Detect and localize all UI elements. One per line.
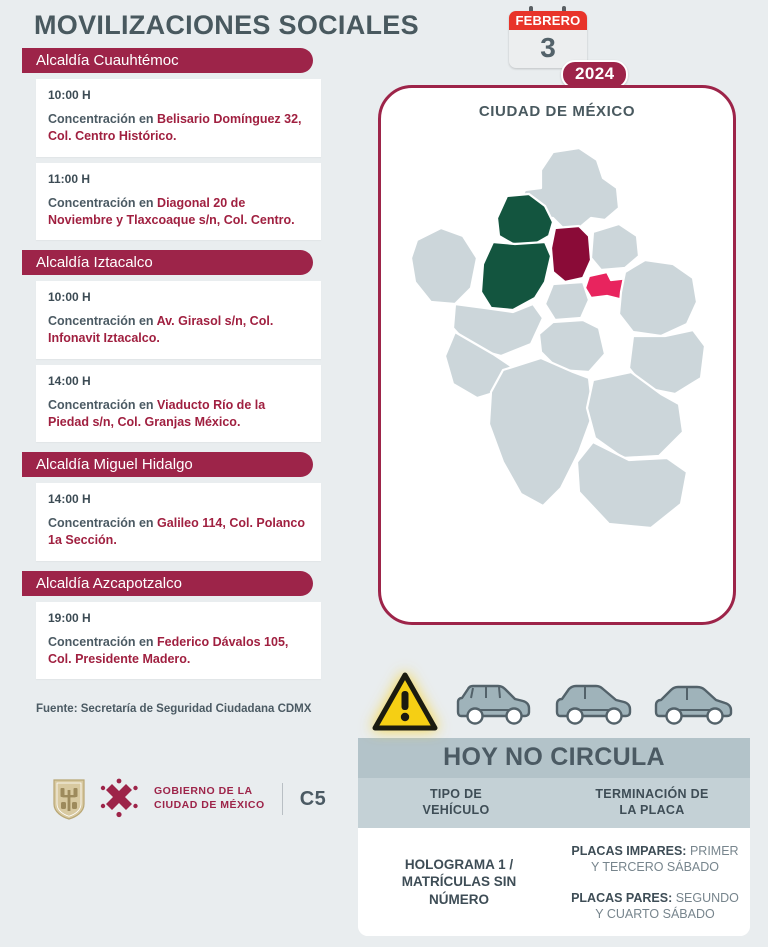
event-card bbox=[36, 79, 321, 157]
event-action: Concentración en bbox=[48, 112, 158, 126]
hnc-table-header bbox=[358, 778, 750, 828]
event-description bbox=[48, 195, 309, 230]
event-time: 10:00 H bbox=[48, 290, 91, 304]
event-description bbox=[48, 634, 309, 669]
source-label: Fuente: bbox=[36, 703, 81, 715]
event-time: 19:00 H bbox=[48, 610, 91, 625]
event-location: Galileo 114, Col. Polanco 1a Sección. bbox=[48, 516, 306, 548]
government-wordmark bbox=[154, 785, 265, 812]
plate-rule-label: PLACAS PARES: bbox=[571, 890, 673, 905]
map-region-venustiano-carranza bbox=[591, 224, 639, 270]
source-note bbox=[36, 703, 347, 715]
hatchback-icon bbox=[552, 682, 634, 726]
hnc-col1-header bbox=[358, 778, 554, 828]
calendar-month: FEBRERO bbox=[509, 11, 587, 30]
borough-header: Alcaldía Azcapotzalco bbox=[22, 571, 313, 596]
source-text: Secretaría de Seguridad Ciudadana CDMX bbox=[80, 703, 312, 715]
map-region-iztapalapa bbox=[619, 260, 697, 336]
event-time: 11:00 H bbox=[48, 171, 91, 186]
event-location: Viaducto Río de la Piedad s/n, Col. Granjas México. bbox=[48, 397, 266, 429]
hnc-banner: HOY NO CIRCULA bbox=[358, 738, 750, 778]
plate-rule-days: SEGUNDO Y CUARTO SÁBADO bbox=[595, 890, 739, 921]
cdmx-map bbox=[393, 132, 723, 602]
event-description bbox=[48, 313, 309, 348]
map-title: CIUDAD DE MÉXICO bbox=[478, 103, 636, 120]
hoy-no-circula-panel bbox=[358, 668, 750, 936]
logo-divider bbox=[282, 783, 283, 815]
event-location: Diagonal 20 de Noviembre y Tlaxcoaque s/n, Col. Centro. bbox=[48, 195, 295, 227]
page-title: MOVILIZACIONES SOCIALES bbox=[34, 10, 419, 40]
plate-rule bbox=[568, 890, 742, 922]
hnc-table-body bbox=[358, 828, 750, 936]
event-card bbox=[36, 281, 321, 359]
event-card bbox=[36, 365, 321, 443]
borough-header: Alcaldía Cuauhtémoc bbox=[22, 48, 313, 73]
hnc-col1-header-line2: VEHÍCULO bbox=[422, 802, 490, 817]
borough-header: Alcaldía Iztacalco bbox=[22, 250, 313, 275]
hnc-plate-rules bbox=[560, 828, 750, 936]
map-region-cuajimalpa bbox=[411, 228, 477, 304]
event-action: Concentración en bbox=[48, 397, 158, 412]
c5-wordmark: C5 bbox=[299, 787, 327, 810]
event-description bbox=[48, 397, 309, 432]
cdmx-logo-icon bbox=[99, 778, 141, 820]
hnc-table bbox=[358, 778, 750, 936]
event-location: Belisario Domínguez 32, Col. Centro Histórico. bbox=[48, 112, 302, 144]
event-location: Av. Girasol s/n, Col. Infonavit Iztacalco. bbox=[48, 314, 274, 346]
event-card bbox=[36, 163, 321, 241]
cdmx-crest-icon bbox=[52, 778, 86, 820]
event-action: Concentración en bbox=[48, 314, 157, 328]
plate-rule-label: PLACAS IMPARES: bbox=[571, 843, 687, 858]
map-card bbox=[378, 85, 736, 625]
event-action: Concentración en bbox=[48, 195, 158, 210]
event-time: 10:00 H bbox=[48, 88, 91, 102]
borough-header: Alcaldía Miguel Hidalgo bbox=[22, 452, 313, 477]
event-card bbox=[36, 483, 321, 561]
suv-icon bbox=[452, 682, 534, 726]
event-location: Federico Dávalos 105, Col. Presidente Madero. bbox=[48, 634, 289, 666]
hnc-col2-header-line1: TERMINACIÓN DE bbox=[595, 787, 709, 801]
event-time: 14:00 H bbox=[48, 373, 91, 388]
event-action: Concentración en bbox=[48, 634, 158, 649]
event-action: Concentración en bbox=[48, 516, 158, 530]
hnc-vehicle-type: HOLOGRAMA 1 / MATRÍCULAS SIN NÚMERO bbox=[401, 856, 517, 908]
gob-line-1: GOBIERNO DE LA bbox=[154, 785, 253, 798]
event-description bbox=[48, 111, 309, 146]
map-region-miguel-hidalgo bbox=[481, 242, 551, 310]
calendar-year-badge: 2024 bbox=[561, 60, 628, 89]
hnc-col1-header-line1: TIPO DE bbox=[429, 787, 483, 801]
map-region-benito-juarez bbox=[545, 282, 589, 320]
event-card bbox=[36, 602, 321, 680]
hnc-col2-header-line2: LA PLACA bbox=[619, 802, 685, 817]
map-region-cuauhtemoc bbox=[551, 226, 591, 282]
calendar-widget bbox=[509, 6, 615, 83]
event-description bbox=[48, 515, 309, 550]
calendar-day: 3 bbox=[540, 32, 556, 63]
sedan-icon bbox=[652, 682, 734, 726]
hnc-icon-row bbox=[358, 668, 750, 738]
event-time: 14:00 H bbox=[48, 492, 91, 506]
borough-list bbox=[22, 48, 347, 715]
plate-rule-days: PRIMER Y TERCERO SÁBADO bbox=[590, 843, 739, 874]
warning-triangle-icon bbox=[372, 671, 438, 733]
hnc-col2-header bbox=[554, 778, 750, 828]
footer-logos bbox=[52, 778, 326, 820]
plate-rule bbox=[568, 843, 742, 875]
gob-line-2: CIUDAD DE MÉXICO bbox=[154, 799, 265, 811]
